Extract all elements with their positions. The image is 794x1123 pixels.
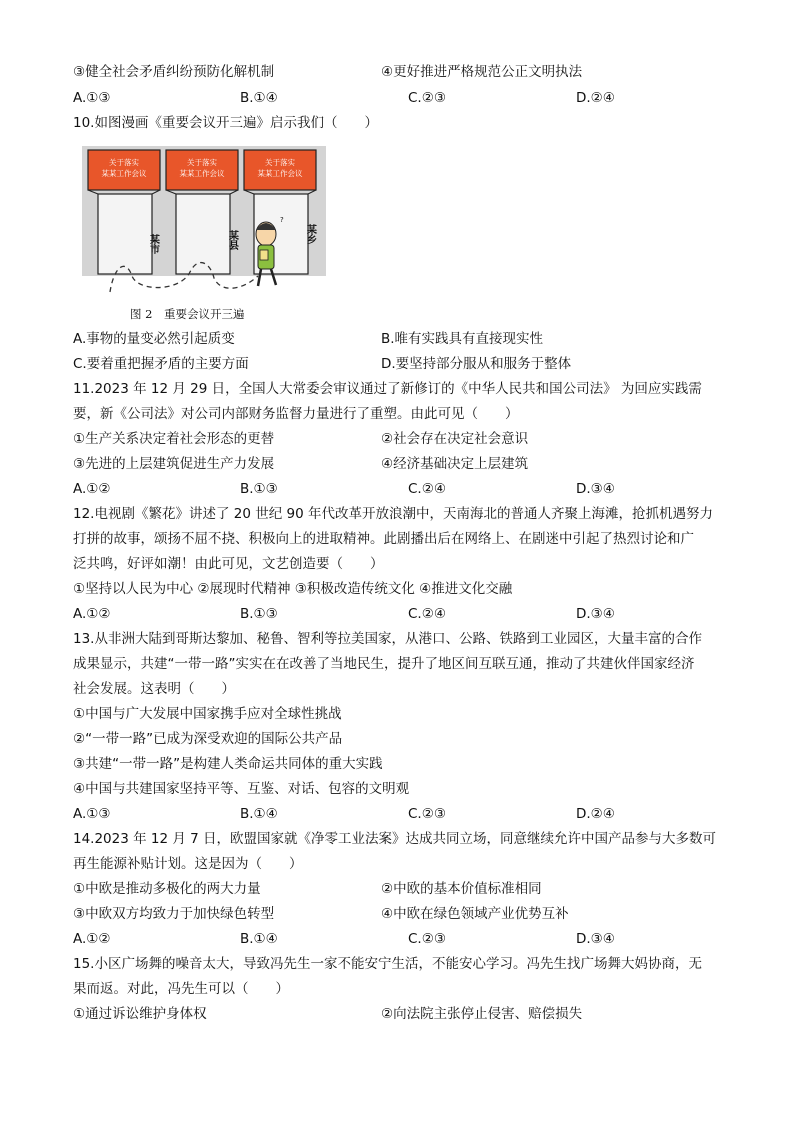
q11-answer-b: B.①③ xyxy=(240,481,278,497)
q11-answers xyxy=(73,479,733,499)
comic-door-1-label: 某市 xyxy=(147,234,159,254)
q14-answers xyxy=(73,929,733,949)
q15-stem-1: 15.小区广场舞的噪音太大，导致冯先生一家不能安宁生活，不能安心学习。冯先生找广场舞大妈协商，无 xyxy=(73,956,702,972)
q12-stem-1: 12.电视剧《繁花》讲述了 20 世纪 90 年代改革开放浪潮中，天南海北的普通人齐聚上海滩，抢抓机遇努力 xyxy=(73,506,713,522)
q10-option-c: C.要着重把握矛盾的主要方面 xyxy=(73,356,249,372)
q13-stem-2: 成果显示，共建“一带一路”实实在在改善了当地民生，提升了地区间互联互通，推动了共建伙伴国家经济 xyxy=(73,656,695,672)
q11-option-1: ①生产关系决定着社会形态的更替 xyxy=(73,431,275,447)
svg-text:?: ? xyxy=(280,216,284,224)
q10-options-row-1 xyxy=(73,329,733,349)
q11-stem-1: 11.2023 年 12 月 29 日，全国人大常委会审议通过了新修订的《中华人民共和国公司法》 为回应实践需 xyxy=(73,381,702,397)
q11-stem-2: 要，新《公司法》对公司内部财务监督力量进行了重塑。由此可见（ ） xyxy=(73,406,519,422)
q14-option-3: ③中欧双方均致力于加快绿色转型 xyxy=(73,906,275,922)
q13-answers xyxy=(73,804,733,824)
q9-options-row xyxy=(73,62,733,82)
q11-answer-c: C.②④ xyxy=(408,481,446,497)
comic-sign-3-line2: 某某工作会议 xyxy=(257,169,303,178)
q14-answer-b: B.①④ xyxy=(240,931,278,947)
q10-option-b: B.唯有实践具有直接现实性 xyxy=(381,331,544,347)
q13-option-4: ④中国与共建国家坚持平等、互鉴、对话、包容的文明观 xyxy=(73,781,410,797)
comic-sign-1-line2: 某某工作会议 xyxy=(101,169,147,178)
q12-answer-b: B.①③ xyxy=(240,606,278,622)
comic-caption: 图 2 重要会议开三遍 xyxy=(130,307,245,321)
q13-option-3: ③共建“一带一路”是构建人类命运共同体的重大实践 xyxy=(73,756,383,772)
q12-answers xyxy=(73,604,733,624)
q13-answer-b: B.①④ xyxy=(240,806,278,822)
q14-options-row-1 xyxy=(73,879,733,899)
comic-door-3 xyxy=(244,150,318,274)
q14-answer-c: C.②③ xyxy=(408,931,446,947)
q10-stem: 10.如图漫画《重要会议开三遍》启示我们（ ） xyxy=(73,115,378,131)
q14-options-row-2 xyxy=(73,904,733,924)
q11-option-4: ④经济基础决定上层建筑 xyxy=(381,456,529,472)
q13-answer-d: D.②④ xyxy=(576,806,615,822)
q13-stem-3: 社会发展。这表明（ ） xyxy=(73,681,235,697)
q11-option-3: ③先进的上层建筑促进生产力发展 xyxy=(73,456,275,472)
q9-answers xyxy=(73,88,733,108)
comic-sign-2-line1: 关于落实 xyxy=(187,158,217,167)
q11-answer-a: A.①② xyxy=(73,481,111,497)
q9-answer-d: D.②④ xyxy=(576,90,615,106)
q10-option-a: A.事物的量变必然引起质变 xyxy=(73,331,235,347)
comic-door-2 xyxy=(166,150,240,274)
q14-stem-1: 14.2023 年 12 月 7 日，欧盟国家就《净零工业法案》达成共同立场，同意继续允许中国产品参与大多数可 xyxy=(73,831,717,847)
q12-options: ①坚持以人民为中心 ②展现时代精神 ③积极改造传统文化 ④推进文化交融 xyxy=(73,581,513,597)
q15-option-2: ②向法院主张停止侵害、赔偿损失 xyxy=(381,1006,583,1022)
comic-door-2-label: 某县 xyxy=(226,230,238,250)
q11-options-row-1 xyxy=(73,429,733,449)
q12-stem-3: 泛共鸣，好评如潮！由此可见，文艺创造要（ ） xyxy=(73,556,384,572)
q15-stem-2: 果而返。对此，冯先生可以（ ） xyxy=(73,981,289,997)
q14-answer-a: A.①② xyxy=(73,931,111,947)
q15-options-row-1 xyxy=(73,1004,733,1024)
comic-three-meetings xyxy=(80,146,326,294)
q10-option-d: D.要坚持部分服从和服务于整体 xyxy=(381,356,572,372)
q9-answer-b: B.①④ xyxy=(240,90,278,106)
q9-option-3: ③健全社会矛盾纠纷预防化解机制 xyxy=(73,64,275,80)
q9-answer-a: A.①③ xyxy=(73,90,111,106)
q11-answer-d: D.③④ xyxy=(576,481,615,497)
comic-sign-2-line2: 某某工作会议 xyxy=(179,169,225,178)
q14-option-4: ④中欧在绿色领域产业优势互补 xyxy=(381,906,569,922)
comic-doorway-2 xyxy=(176,194,230,274)
q14-option-2: ②中欧的基本价值标准相同 xyxy=(381,881,542,897)
q12-answer-d: D.③④ xyxy=(576,606,615,622)
q14-answer-d: D.③④ xyxy=(576,931,615,947)
q9-answer-c: C.②③ xyxy=(408,90,446,106)
comic-door-3-label: 某乡 xyxy=(304,224,316,244)
q15-option-1: ①通过诉讼维护身体权 xyxy=(73,1006,207,1022)
q13-stem-1: 13.从非洲大陆到哥斯达黎加、秘鲁、智利等拉美国家，从港口、公路、铁路到工业园区，大量丰富的合作 xyxy=(73,631,702,647)
q14-stem-2: 再生能源补贴计划。这是因为（ ） xyxy=(73,856,303,872)
q12-answer-a: A.①② xyxy=(73,606,111,622)
q12-answer-c: C.②④ xyxy=(408,606,446,622)
comic-sign-1-line1: 关于落实 xyxy=(109,158,139,167)
q13-option-1: ①中国与广大发展中国家携手应对全球性挑战 xyxy=(73,706,342,722)
q13-answer-a: A.①③ xyxy=(73,806,111,822)
q12-stem-2: 打拼的故事，颂扬不屈不挠、积极向上的进取精神。此剧播出后在网络上、在剧迷中引起了热烈讨论和广 xyxy=(73,531,694,547)
q13-answer-c: C.②③ xyxy=(408,806,446,822)
comic-door-1 xyxy=(88,150,161,274)
q13-option-2: ②“一带一路”已成为深受欢迎的国际公共产品 xyxy=(73,731,343,747)
q9-option-4: ④更好推进严格规范公正文明执法 xyxy=(381,64,583,80)
comic-sign-3-line1: 关于落实 xyxy=(265,158,295,167)
comic-doorway-1 xyxy=(98,194,152,274)
q10-options-row-2 xyxy=(73,354,733,374)
q11-option-2: ②社会存在决定社会意识 xyxy=(381,431,529,447)
q11-options-row-2 xyxy=(73,454,733,474)
q14-option-1: ①中欧是推动多极化的两大力量 xyxy=(73,881,261,897)
